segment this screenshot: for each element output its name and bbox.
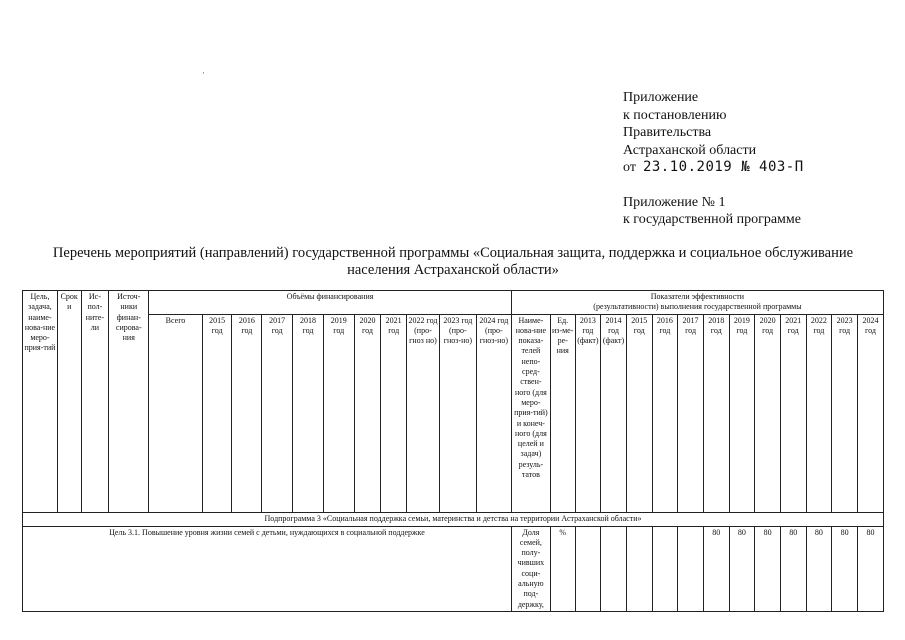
financing-group-header: Объёмы финансирования (149, 291, 512, 315)
col-executors-header: Ис-пол-ните-ли (81, 291, 109, 513)
ind-year-header: 2021 год (780, 314, 806, 512)
goal-value-cell (678, 526, 704, 611)
ind-year-header: 2014 год (факт) (601, 314, 627, 512)
appendix-line-1: Приложение № 1 (623, 194, 726, 210)
ind-year-header: 2018 год (703, 314, 729, 512)
ind-year-header: 2020 год (755, 314, 781, 512)
goal-value-cell: 80 (729, 526, 755, 611)
indicators-group-header (511, 291, 883, 315)
ind-year-header: 2016 год (652, 314, 678, 512)
goal-row-text: Цель 3.1. Повышение уровня жизни семей с детьми, нуждающихся в социальной поддержке (23, 526, 512, 611)
fin-year-header: 2017 год (262, 314, 293, 512)
goal-value-cell (626, 526, 652, 611)
fin-year-header: 2020 год (354, 314, 381, 512)
header-line-3: Правительства (623, 125, 712, 140)
ind-year-header: 2017 год (678, 314, 704, 512)
fin-year-header: 2019 год (323, 314, 354, 512)
goal-value-cell: 80 (806, 526, 832, 611)
ind-year-header: 2013 год (факт) (575, 314, 601, 512)
ind-year-header: 2019 год (729, 314, 755, 512)
fin-year-header: 2021 год (381, 314, 407, 512)
fin-year-header: 2016 год (232, 314, 262, 512)
ind-year-header: 2022 год (806, 314, 832, 512)
forecast-year-header: 2024 год (про-гноз-но) (476, 314, 511, 512)
goal-value-cell: 80 (857, 526, 883, 611)
date-handwritten: 23.10.2019 № 403-П (642, 159, 804, 175)
fin-year-header: 2015 год (202, 314, 232, 512)
goal-value-cell: 80 (780, 526, 806, 611)
fin-year-header: 2018 год (293, 314, 324, 512)
col-terms-header: Сроки (57, 291, 81, 513)
goal-value-cell: 80 (755, 526, 781, 611)
goal-value-cell (601, 526, 627, 611)
col-unit-header: Ед. из-ме-ре-ния (550, 314, 575, 512)
goal-value-cell: 80 (832, 526, 858, 611)
col-total-header: Всего (149, 314, 202, 512)
goal-value-cell (652, 526, 678, 611)
ind-year-header: 2024 год (857, 314, 883, 512)
ind-year-header: 2023 год (832, 314, 858, 512)
goal-value-cell: 80 (703, 526, 729, 611)
appendix-line-2: к государственной программе (623, 212, 801, 227)
goal-value-cell (575, 526, 601, 611)
header-line-2: к постановлению (623, 107, 727, 123)
header-line-4: Астраханской области (623, 142, 757, 158)
measures-table (22, 290, 884, 612)
indicators-title-2: (результативности) выполнения государственной программы (593, 302, 802, 312)
goal-unit: % (550, 526, 575, 611)
document-title: Перечень мероприятий (направлений) государственной программы «Социальная защита, поддержка и социальное обслуживание населения Астраханской области» (52, 245, 854, 278)
forecast-year-header: 2023 год (про-гноз-но) (439, 314, 476, 512)
goal-indicator-name: Доля семей, полу-чивших соци-альную под-держку, (511, 526, 550, 611)
ind-year-header: 2015 год (626, 314, 652, 512)
subprogram-row: Подпрограмма 3 «Социальная поддержка семьи, материнства и детства на территории Астраханской области» (23, 512, 884, 526)
indicators-title-1: Показатели эффективности (650, 292, 745, 301)
date-prefix: от (623, 160, 636, 175)
document-header (623, 89, 804, 229)
forecast-year-header: 2022 год (про-гноз но) (407, 314, 440, 512)
col-indicator-name-header: Наиме-нова-ние показа-телей непо-сред-ствен-ного (для меро-прия-тий) и конеч-ного (для целей и задач) резуль-татов (511, 314, 550, 512)
scan-speck: · (202, 68, 205, 78)
col-goal-header: Цель, задача, наиме-нова-ние меро-прия-тий (23, 291, 58, 513)
col-sources-header: Источ-ники финан-сирова-ния (109, 291, 149, 513)
header-line-1: Приложение (623, 90, 699, 105)
header-date (623, 159, 804, 177)
